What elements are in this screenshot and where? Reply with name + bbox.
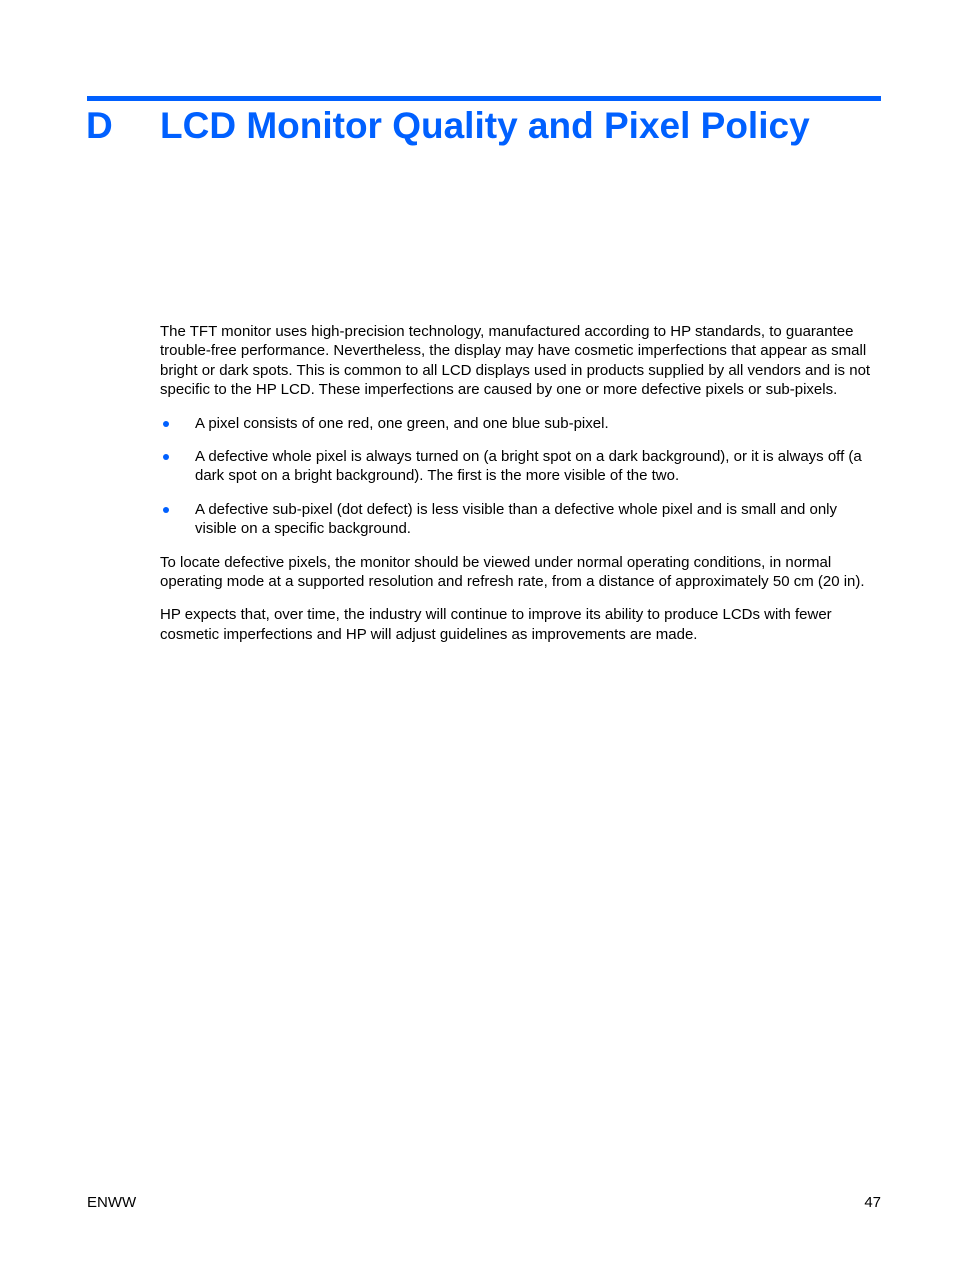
chapter-title: LCD Monitor Quality and Pixel Policy <box>160 105 810 146</box>
expects-paragraph: HP expects that, over time, the industry will continue to improve its ability to produce LCDs with fewer cosmetic imperfections and HP will adjust guidelines as improvements are made. <box>160 606 832 643</box>
page-number: 47 <box>864 1194 881 1211</box>
list-item-text: A defective sub-pixel (dot defect) is less visible than a defective whole pixel and is small and only visible on a specific background. <box>195 500 838 538</box>
list-item <box>160 447 882 486</box>
list-item-text: A pixel consists of one red, one green, and one blue sub-pixel. <box>195 414 609 432</box>
bullet-dot-icon <box>163 421 169 427</box>
list-item-text: A defective whole pixel is always turned on (a bright spot on a dark background), or it is always off (a dark spot on a bright background). The first is the more visible of the two. <box>195 448 862 485</box>
intro-paragraph: The TFT monitor uses high-precision technology, manufactured according to HP standards, to guarantee trouble-free performance. Nevertheless, the display may have cosmetic imperfections that appear as small bright or dark spots. This is common to all LCD displays used in products supplied by all vendors and is not specific to the HP LCD. These imperfections are caused by one or more defective pixels or sub-pixels. <box>160 323 871 399</box>
body-content <box>160 322 882 658</box>
footer-label: ENWW <box>87 1194 137 1211</box>
bullet-dot-icon <box>163 507 169 513</box>
bullet-dot-icon <box>163 454 169 460</box>
locate-paragraph: To locate defective pixels, the monitor should be viewed under normal operating conditions, in normal operating mode at a supported resolution and refresh rate, from a distance of approximately 50 cm (20 in). <box>160 553 865 591</box>
chapter-rule <box>87 96 881 101</box>
bullet-list <box>160 414 882 539</box>
chapter-letter: D <box>86 105 113 146</box>
list-item <box>160 414 882 433</box>
list-item <box>160 500 882 539</box>
